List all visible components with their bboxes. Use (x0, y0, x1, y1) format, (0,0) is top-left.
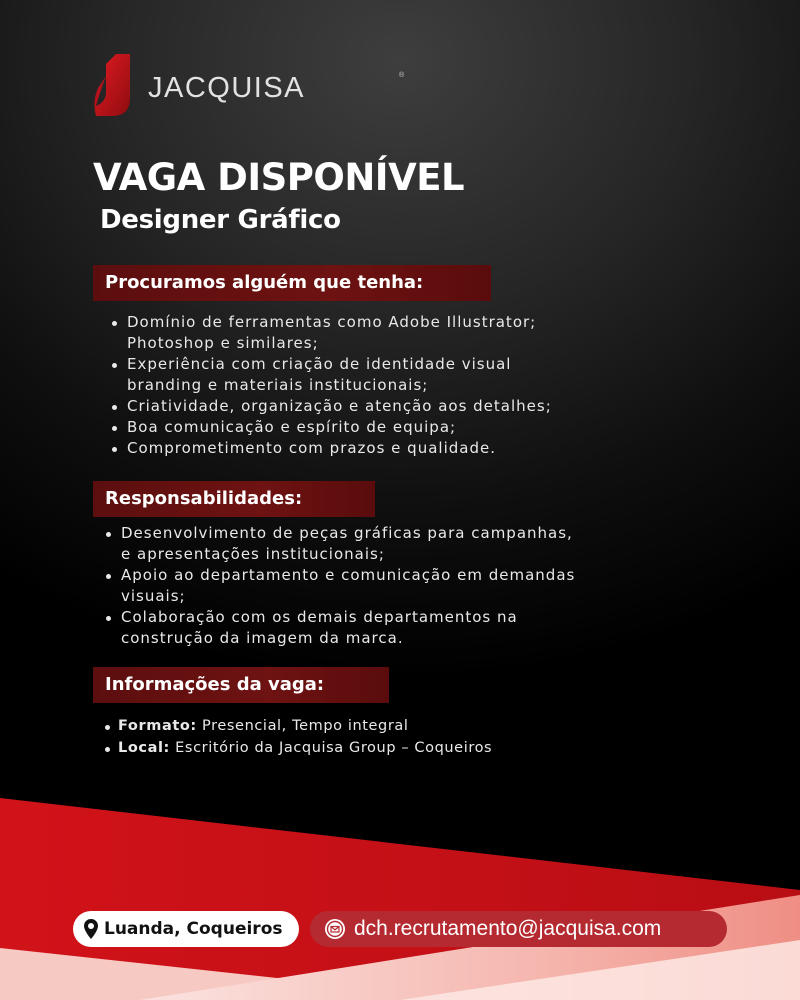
list-item: Criatividade, organização e atenção aos detalhes; (107, 396, 552, 417)
responsibilities-heading: Responsabilidades: (93, 481, 375, 517)
job-title: Designer Gráfico (100, 205, 341, 235)
format-label: Formato: (118, 718, 197, 734)
email-at-icon (324, 918, 346, 940)
job-info-heading: Informações da vaga: (93, 667, 389, 703)
list-item: Experiência com criação de identidade visual branding e materiais institucionais; (107, 354, 552, 396)
email-pill[interactable] (310, 911, 727, 947)
list-item: Comprometimento com prazos e qualidade. (107, 438, 552, 459)
email-link[interactable]: dch.recrutamento@jacquisa.com (354, 917, 662, 940)
brand-name: JACQUISA (148, 72, 306, 104)
registered-mark: ® (399, 72, 405, 79)
list-item: Apoio ao departamento e comunicação em demandas visuais; (101, 565, 575, 607)
list-item: Domínio de ferramentas como Adobe Illustrator; Photoshop e similares; (107, 312, 552, 354)
location-text: Luanda, Coqueiros (104, 919, 283, 939)
location-label: Local: (118, 740, 170, 756)
list-item: Colaboração com os demais departamentos na construção da imagem da marca. (101, 607, 575, 649)
page-title: VAGA DISPONÍVEL (93, 156, 465, 199)
location-pill (73, 911, 299, 947)
location-value: Escritório da Jacquisa Group – Coqueiros (175, 740, 493, 756)
list-item: Desenvolvimento de peças gráficas para campanhas, e apresentações institucionais; (101, 523, 575, 565)
map-pin-icon (83, 918, 99, 940)
format-value: Presencial, Tempo integral (202, 718, 409, 734)
list-item: Boa comunicação e espírito de equipa; (107, 417, 552, 438)
requirements-heading: Procuramos alguém que tenha: (93, 265, 491, 301)
